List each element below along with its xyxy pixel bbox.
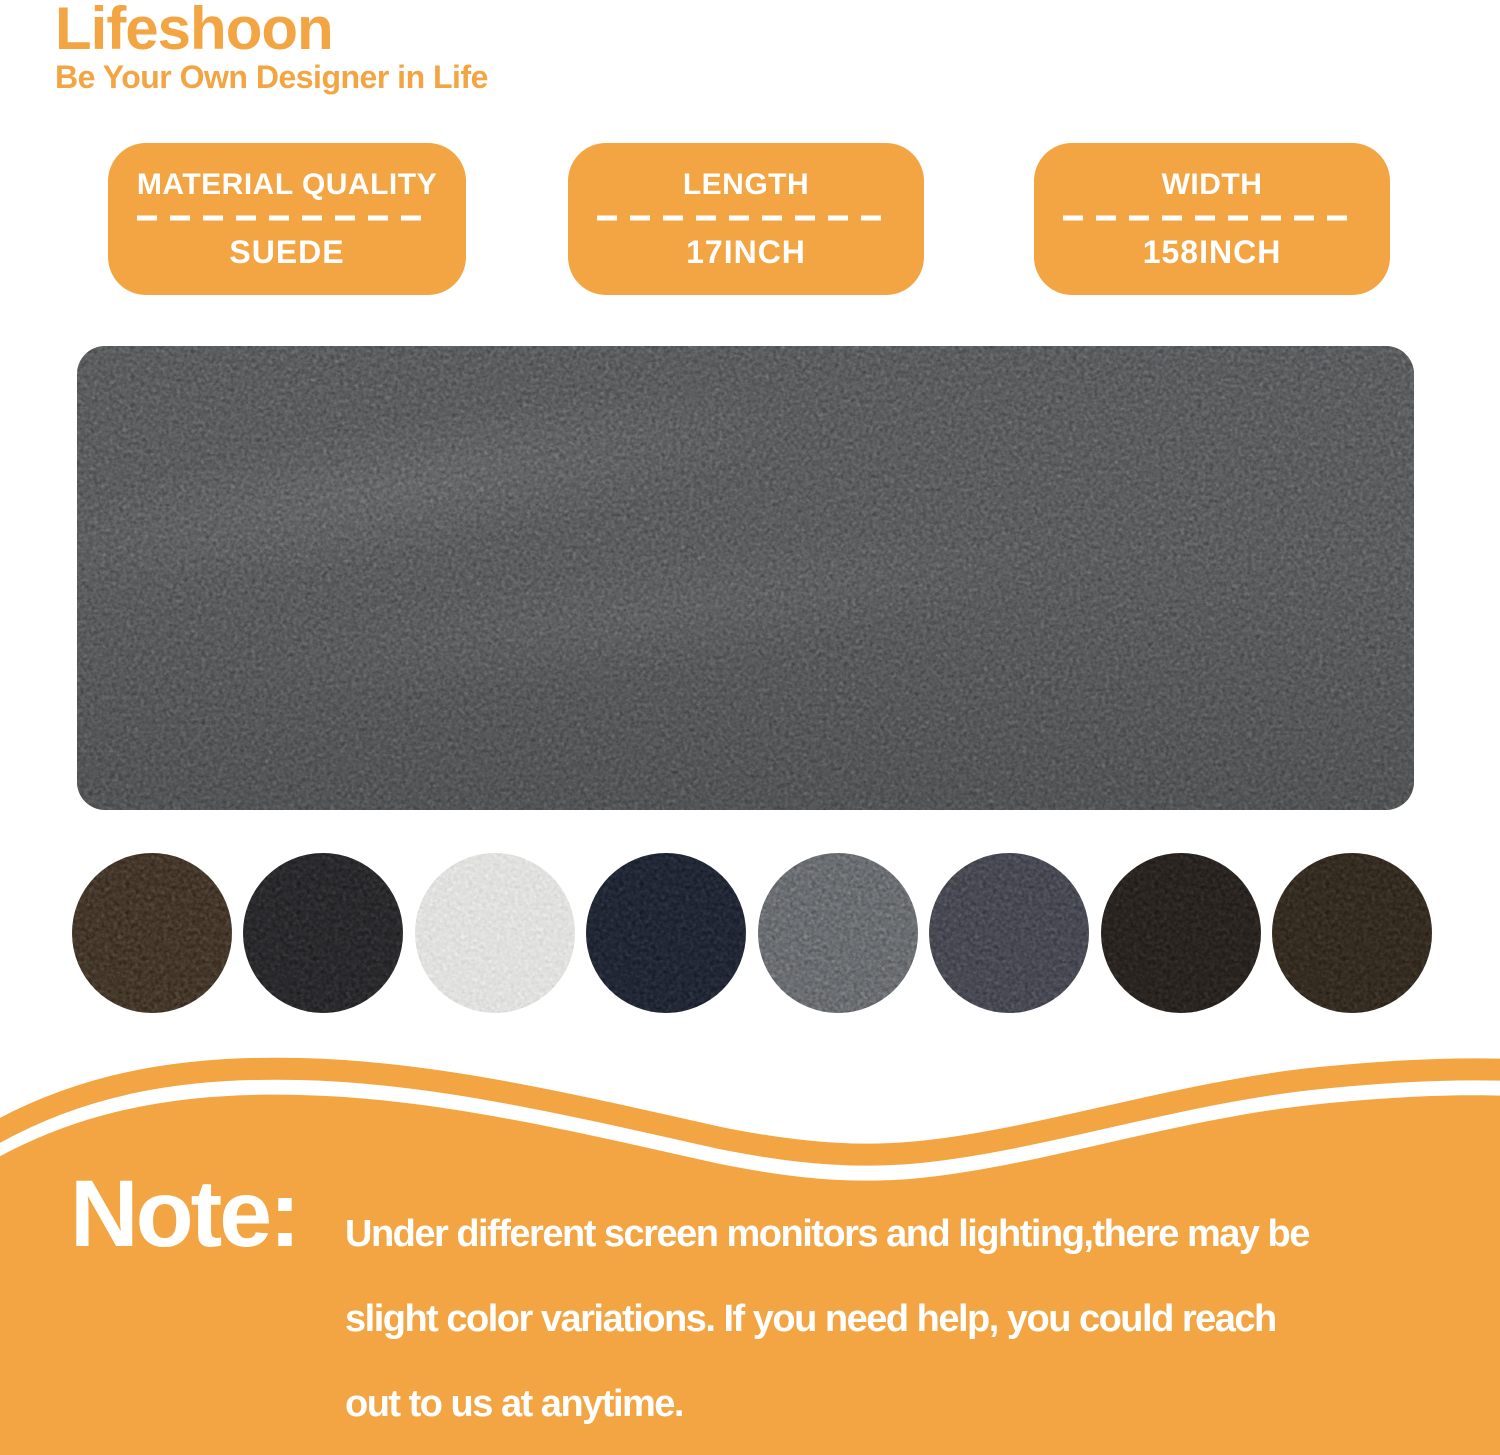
color-swatch-gray	[758, 853, 918, 1013]
dashed-divider	[1061, 215, 1363, 221]
note-heading: Note:	[70, 1161, 298, 1267]
note-line-3: out to us at anytime.	[345, 1383, 683, 1425]
note-line-1: Under different screen monitors and lighting,there may be	[345, 1213, 1309, 1255]
note-line-2: slight color variations. If you need help, you could reach	[345, 1298, 1276, 1340]
spec-label: MATERIAL QUALITY	[136, 167, 438, 201]
color-swatch-dark-brown	[72, 853, 232, 1013]
dashed-divider	[595, 215, 897, 221]
dashed-divider	[135, 215, 439, 221]
color-swatch-navy-blue	[586, 853, 746, 1013]
note-body	[345, 1192, 1309, 1447]
spec-badge-width	[1034, 143, 1390, 295]
spec-value: 17INCH	[686, 233, 806, 270]
brand-tagline: Be Your Own Designer in Life	[55, 59, 488, 95]
fabric-swatch-image	[77, 346, 1414, 810]
spec-badge-length	[568, 143, 924, 295]
spec-value: 158INCH	[1142, 233, 1282, 270]
color-swatch-coffee-brown	[1272, 853, 1432, 1013]
spec-label: WIDTH	[1161, 167, 1263, 201]
color-swatch-white	[415, 853, 575, 1013]
brand-name: Lifeshoon	[55, 0, 333, 62]
color-swatch-black-brown	[1101, 853, 1261, 1013]
color-swatch-black	[243, 853, 403, 1013]
color-swatch-charcoal-blue	[929, 853, 1089, 1013]
spec-value: SUEDE	[229, 233, 345, 270]
spec-badge-material-quality	[108, 143, 466, 295]
color-swatch-row	[72, 853, 1432, 1013]
spec-label: LENGTH	[682, 167, 810, 201]
